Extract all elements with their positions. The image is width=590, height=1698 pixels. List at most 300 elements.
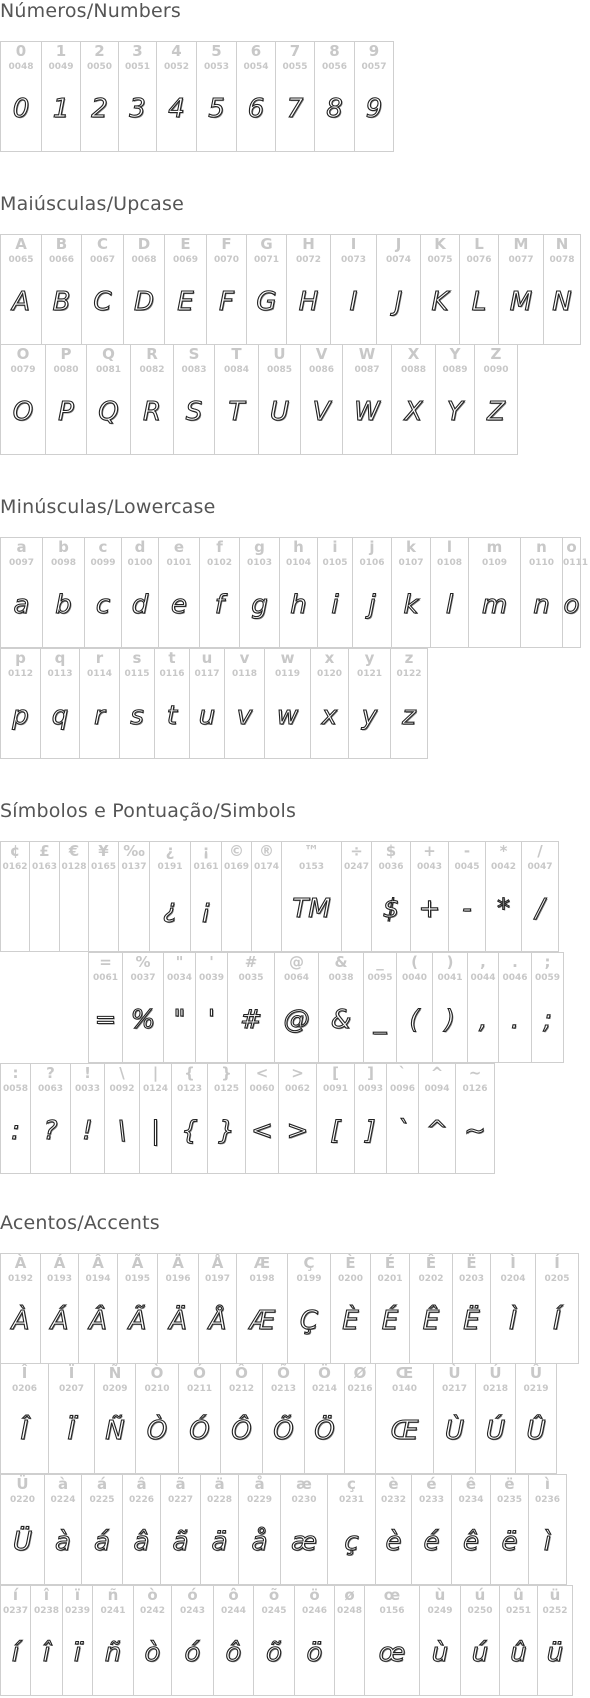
character-label: r — [95, 649, 104, 667]
character-code: 0193 — [46, 1274, 73, 1284]
glyph-sample: | — [151, 1116, 160, 1146]
character-code: 0091 — [322, 1084, 349, 1094]
glyph-cell — [314, 41, 355, 152]
glyph-cell — [528, 1474, 567, 1585]
character-label: [ — [332, 1064, 339, 1082]
glyph-sample: h — [290, 590, 307, 620]
glyph-sample: â — [133, 1527, 150, 1557]
character-code: 0052 — [163, 62, 190, 72]
character-code: 0235 — [496, 1495, 523, 1505]
character-label: C — [96, 235, 108, 253]
character-code: 0078 — [549, 255, 575, 265]
glyph-sample: Õ — [273, 1416, 294, 1446]
glyph-sample: 3 — [129, 94, 146, 124]
glyph-cell — [130, 344, 174, 455]
glyph-sample: ë — [501, 1527, 518, 1557]
glyph-sample: á — [94, 1527, 110, 1557]
glyph-cell — [280, 1474, 328, 1585]
character-code: 0217 — [441, 1384, 468, 1394]
glyph-cell — [376, 234, 421, 345]
glyph-sample: Z — [487, 397, 505, 427]
glyph-sample: } — [218, 1116, 235, 1146]
character-label: ÷ — [350, 842, 363, 860]
glyph-sample: î — [42, 1638, 51, 1668]
character-code: 0045 — [454, 862, 480, 872]
character-label: ù — [434, 1586, 446, 1604]
character-label: F — [221, 235, 232, 253]
character-code: 0162 — [2, 862, 28, 872]
character-label: à — [57, 1475, 69, 1493]
character-label: Ä — [172, 1254, 184, 1272]
character-label: 8 — [329, 42, 340, 60]
glyph-cell — [0, 1585, 31, 1696]
glyph-cell — [86, 344, 131, 455]
character-code: 0040 — [401, 973, 428, 983]
character-code: 0232 — [380, 1495, 407, 1505]
section-title: Maiúsculas/Upcase — [0, 193, 185, 215]
character-code: 0203 — [458, 1274, 485, 1284]
character-label: 9 — [368, 42, 380, 60]
glyph-cell — [196, 41, 237, 152]
character-label: % — [135, 953, 151, 971]
character-label: é — [426, 1475, 437, 1493]
character-code: 0206 — [11, 1384, 38, 1394]
glyph-cell — [435, 344, 475, 455]
glyph-cell — [164, 234, 207, 345]
character-label: w — [280, 649, 295, 667]
glyph-cell — [104, 1063, 140, 1174]
glyph-sample: Î — [20, 1416, 29, 1446]
character-label: Ô — [235, 1364, 248, 1382]
character-label: + — [423, 842, 436, 860]
glyph-cell — [156, 41, 197, 152]
glyph-cell — [452, 1253, 491, 1364]
glyph-cell — [287, 1253, 331, 1364]
character-code: 0081 — [95, 365, 122, 375]
character-label: Å — [211, 1254, 224, 1272]
glyph-sample: À — [11, 1306, 30, 1336]
character-label: Í — [554, 1254, 560, 1272]
character-label: - — [463, 842, 471, 860]
glyph-sample: u — [198, 701, 216, 731]
character-label: @ — [289, 953, 304, 971]
character-code: 0043 — [416, 862, 443, 872]
glyph-cell — [0, 344, 46, 455]
glyph-sample: ñ — [104, 1638, 122, 1668]
character-label: æ — [296, 1475, 312, 1493]
glyph-cell — [0, 234, 42, 345]
glyph-sample: 6 — [247, 94, 265, 124]
character-code: 0082 — [139, 365, 165, 375]
character-code: 0126 — [462, 1084, 488, 1094]
character-code: 0103 — [246, 558, 273, 568]
character-label: g — [254, 538, 265, 556]
character-code: 0165 — [90, 862, 117, 872]
glyph-cell — [30, 1585, 63, 1696]
glyph-sample: W — [354, 397, 380, 427]
glyph-sample: " — [173, 1005, 186, 1035]
glyph-cell — [474, 344, 518, 455]
glyph-cell — [40, 648, 80, 759]
glyph-sample: F — [219, 287, 234, 317]
glyph-sample: d — [131, 590, 149, 620]
character-code: 0241 — [100, 1606, 126, 1616]
glyph-cell — [294, 1585, 335, 1696]
glyph-cell — [80, 41, 119, 152]
character-label: M — [513, 235, 529, 253]
glyph-sample: V — [312, 397, 331, 427]
glyph-cell — [420, 234, 460, 345]
glyph-cell — [117, 1253, 158, 1364]
character-label: Â — [92, 1254, 104, 1272]
character-label: Œ — [395, 1364, 414, 1382]
character-code: 0100 — [127, 558, 153, 568]
glyph-sample: p — [12, 701, 29, 731]
character-label: / — [537, 842, 543, 860]
glyph-sample: ê — [463, 1527, 479, 1557]
glyph-cell — [133, 1585, 172, 1696]
character-label: û — [513, 1586, 524, 1604]
character-code: 0200 — [337, 1274, 364, 1284]
glyph-cell — [157, 1253, 199, 1364]
glyph-cell — [375, 1474, 412, 1585]
character-label: Ç — [303, 1254, 315, 1272]
glyph-sample: à — [55, 1527, 71, 1557]
glyph-cell — [207, 1063, 246, 1174]
glyph-sample: s — [130, 701, 144, 731]
glyph-cell — [363, 952, 397, 1063]
character-code: 0041 — [437, 973, 463, 983]
character-label: N — [555, 235, 569, 253]
character-code: 0068 — [131, 255, 157, 265]
character-code: 0236 — [534, 1495, 561, 1505]
glyph-cell — [370, 1253, 410, 1364]
glyph-cell — [391, 537, 431, 648]
glyph-sample: ô — [225, 1638, 242, 1668]
character-label: € — [68, 842, 80, 860]
glyph-sample: * — [497, 894, 510, 924]
glyph-cell — [386, 1063, 419, 1174]
glyph-sample: ¿ — [163, 894, 177, 924]
glyph-cell — [239, 537, 280, 648]
glyph-cell — [79, 648, 120, 759]
character-label: a — [16, 538, 27, 556]
glyph-cell — [171, 1585, 214, 1696]
glyph-sample: N — [552, 287, 572, 317]
character-label: ñ — [107, 1586, 119, 1604]
character-label: Ê — [425, 1254, 437, 1272]
glyph-cell — [200, 1474, 239, 1585]
character-label: U — [273, 345, 286, 363]
glyph-sample: Å — [208, 1306, 227, 1336]
character-code: 0048 — [8, 62, 34, 72]
glyph-cell — [286, 234, 331, 345]
character-label: 4 — [171, 42, 182, 60]
character-code: 0065 — [8, 255, 34, 265]
glyph-cell — [327, 1474, 376, 1585]
character-code: 0083 — [181, 365, 207, 375]
glyph-sample: Ü — [12, 1527, 33, 1557]
character-code: 0219 — [523, 1384, 549, 1394]
glyph-cell — [44, 1474, 82, 1585]
character-code: 0095 — [367, 973, 393, 983]
glyph-sample: ? — [43, 1116, 58, 1146]
glyph-cell — [245, 1063, 279, 1174]
glyph-cell — [189, 648, 225, 759]
glyph-cell — [460, 1585, 500, 1696]
character-code: 0204 — [500, 1274, 526, 1284]
glyph-sample: G — [256, 287, 277, 317]
character-code: 0123 — [176, 1084, 203, 1094]
glyph-sample: è — [385, 1527, 402, 1557]
character-code: 0156 — [379, 1606, 405, 1616]
character-label: | — [152, 1064, 159, 1082]
character-label: i — [332, 538, 338, 556]
character-code: 0210 — [144, 1384, 170, 1394]
character-code: 0058 — [2, 1084, 29, 1094]
character-code: 0054 — [243, 62, 269, 72]
section-title: Minúsculas/Lowercase — [0, 496, 216, 518]
character-code: 0125 — [213, 1084, 240, 1094]
character-label: ã — [175, 1475, 186, 1493]
glyph-sample: ~ — [464, 1116, 486, 1146]
glyph-cell — [354, 41, 394, 152]
glyph-cell — [253, 1585, 295, 1696]
character-label: ì — [544, 1475, 551, 1493]
glyph-sample: Æ — [249, 1306, 275, 1336]
glyph-sample: Û — [526, 1416, 546, 1446]
character-code: 0119 — [274, 669, 301, 679]
glyph-sample: = — [94, 1005, 117, 1035]
character-code: 0201 — [377, 1274, 403, 1284]
glyph-cell — [122, 1474, 161, 1585]
character-code: 0063 — [37, 1084, 64, 1094]
glyph-cell — [433, 1363, 476, 1474]
glyph-cell — [40, 1253, 79, 1364]
glyph-cell — [258, 344, 301, 455]
glyph-cell — [537, 1585, 573, 1696]
glyph-cell — [310, 648, 349, 759]
glyph-sample: ¡ — [200, 894, 212, 924]
glyph-cell — [0, 41, 42, 152]
glyph-sample: ) — [444, 1005, 456, 1035]
glyph-cell — [224, 648, 265, 759]
character-label: x — [324, 649, 335, 667]
character-code: 0038 — [328, 973, 354, 983]
character-code: 0153 — [298, 862, 325, 872]
glyph-sample: Ã — [128, 1306, 147, 1336]
glyph-cell — [59, 841, 89, 952]
glyph-sample: ó — [184, 1638, 201, 1668]
character-label: k — [406, 538, 416, 556]
character-code: 0109 — [481, 558, 508, 568]
glyph-sample: í — [11, 1638, 20, 1668]
glyph-sample: Ò — [146, 1416, 168, 1446]
glyph-sample: ö — [306, 1638, 323, 1668]
character-label: ü — [549, 1586, 561, 1604]
glyph-sample: ä — [211, 1527, 228, 1557]
glyph-cell — [531, 952, 564, 1063]
glyph-cell — [154, 648, 190, 759]
glyph-cell — [300, 344, 343, 455]
glyph-sample: ] — [365, 1116, 376, 1146]
glyph-sample: 7 — [286, 94, 304, 124]
glyph-sample: 2 — [91, 94, 108, 124]
character-code: 0121 — [356, 669, 383, 679]
glyph-cell — [139, 1063, 172, 1174]
character-label: ) — [446, 953, 454, 971]
character-code: 0044 — [470, 973, 496, 983]
character-code: 0090 — [483, 365, 509, 375]
glyph-cell — [199, 537, 240, 648]
glyph-sample: Ñ — [105, 1416, 125, 1446]
character-code: 0218 — [482, 1384, 509, 1394]
character-label: Ë — [466, 1254, 477, 1272]
character-code: 0224 — [50, 1495, 76, 1505]
character-label: Û — [529, 1364, 543, 1382]
character-label: Ï — [68, 1364, 75, 1382]
glyph-sample: Y — [447, 397, 463, 427]
glyph-cell — [485, 841, 522, 952]
character-label: c — [98, 538, 108, 556]
character-label: ; — [544, 953, 551, 971]
glyph-sample: a — [13, 590, 30, 620]
character-label: È — [345, 1254, 356, 1272]
character-label: ö — [309, 1586, 320, 1604]
character-code: 0174 — [253, 862, 280, 872]
glyph-sample: É — [381, 1306, 399, 1336]
character-label: ê — [465, 1475, 477, 1493]
character-label: B — [55, 235, 68, 253]
character-code: 0191 — [157, 862, 183, 872]
glyph-cell — [455, 1063, 495, 1174]
character-label: 7 — [289, 42, 301, 60]
glyph-sample: { — [181, 1116, 198, 1146]
glyph-cell — [475, 1363, 516, 1474]
character-code: 0237 — [2, 1606, 29, 1616]
glyph-cell — [48, 1363, 95, 1474]
character-code: 0220 — [9, 1495, 36, 1505]
glyph-cell — [264, 648, 311, 759]
character-code: 0199 — [296, 1274, 322, 1284]
glyph-sample: n — [533, 590, 550, 620]
character-code: 0062 — [284, 1084, 311, 1094]
character-label: Ã — [131, 1254, 144, 1272]
character-code: 0216 — [347, 1384, 373, 1394]
glyph-cell — [236, 41, 276, 152]
character-label: I — [350, 235, 357, 253]
glyph-sample: $ — [382, 894, 400, 924]
glyph-cell — [318, 952, 364, 1063]
glyph-cell — [371, 841, 411, 952]
character-code: 0198 — [249, 1274, 275, 1284]
character-code: 0196 — [165, 1274, 191, 1284]
glyph-cell — [348, 648, 391, 759]
character-label: ë — [504, 1475, 515, 1493]
character-code: 0112 — [7, 669, 34, 679]
character-code: 0205 — [544, 1274, 570, 1284]
glyph-sample: q — [51, 701, 69, 731]
character-label: ? — [46, 1064, 55, 1082]
character-label: ] — [367, 1064, 374, 1082]
character-label: ¥ — [98, 842, 109, 860]
glyph-cell — [92, 1585, 134, 1696]
character-code: 0202 — [418, 1274, 444, 1284]
glyph-sample: æ — [291, 1527, 317, 1557]
character-code: 0079 — [10, 365, 36, 375]
character-label: ò — [147, 1586, 158, 1604]
character-label: ™ — [304, 842, 319, 860]
character-code: 0106 — [359, 558, 385, 568]
character-label: ! — [84, 1064, 91, 1082]
character-code: 0128 — [61, 862, 87, 872]
glyph-cell — [84, 537, 122, 648]
glyph-sample: S — [185, 397, 203, 427]
character-label: d — [134, 538, 146, 556]
character-label: Ø — [353, 1364, 367, 1382]
glyph-sample: Ê — [422, 1306, 440, 1336]
character-label: H — [302, 235, 315, 253]
glyph-sample: g — [251, 590, 268, 620]
character-label: s — [132, 649, 142, 667]
character-label: p — [15, 649, 26, 667]
character-label: n — [536, 538, 547, 556]
character-code: 0244 — [220, 1606, 247, 1616]
character-label: ‰ — [123, 842, 145, 860]
glyph-sample: J — [394, 287, 403, 317]
glyph-sample: f — [214, 590, 225, 620]
character-code: 0214 — [311, 1384, 338, 1394]
glyph-sample: r — [94, 701, 105, 731]
character-code: 0061 — [92, 973, 119, 983]
character-label: , — [480, 953, 486, 971]
glyph-sample: ú — [471, 1638, 489, 1668]
character-label: Ù — [448, 1364, 461, 1382]
character-label: ¿ — [165, 842, 175, 860]
glyph-cell — [0, 537, 43, 648]
character-code: 0050 — [86, 62, 113, 72]
character-code: 0245 — [261, 1606, 287, 1616]
character-label: 0 — [15, 42, 27, 60]
glyph-sample: - — [462, 894, 472, 924]
glyph-sample: + — [418, 894, 441, 924]
glyph-cell — [119, 648, 155, 759]
section-title: Números/Numbers — [0, 0, 181, 22]
character-label: î — [43, 1586, 50, 1604]
glyph-sample: P — [58, 397, 74, 427]
glyph-cell — [498, 234, 544, 345]
glyph-sample: b — [55, 590, 72, 620]
glyph-cell — [81, 234, 124, 345]
glyph-sample: ã — [172, 1527, 189, 1557]
glyph-sample: 9 — [365, 94, 383, 124]
glyph-sample: B — [52, 287, 71, 317]
character-label: £ — [39, 842, 50, 860]
glyph-sample: O — [12, 397, 34, 427]
glyph-sample: Â — [89, 1306, 107, 1336]
glyph-sample: ' — [207, 1005, 216, 1035]
character-label: l — [446, 538, 453, 556]
character-code: 0229 — [246, 1495, 273, 1505]
character-code: 0036 — [378, 862, 404, 872]
glyph-sample: y — [361, 701, 378, 731]
glyph-cell — [330, 1253, 371, 1364]
character-code: 0046 — [502, 973, 528, 983]
character-code: 0080 — [53, 365, 79, 375]
character-label: y — [364, 649, 375, 667]
character-code: 0250 — [467, 1606, 493, 1616]
character-code: 0238 — [33, 1606, 60, 1616]
